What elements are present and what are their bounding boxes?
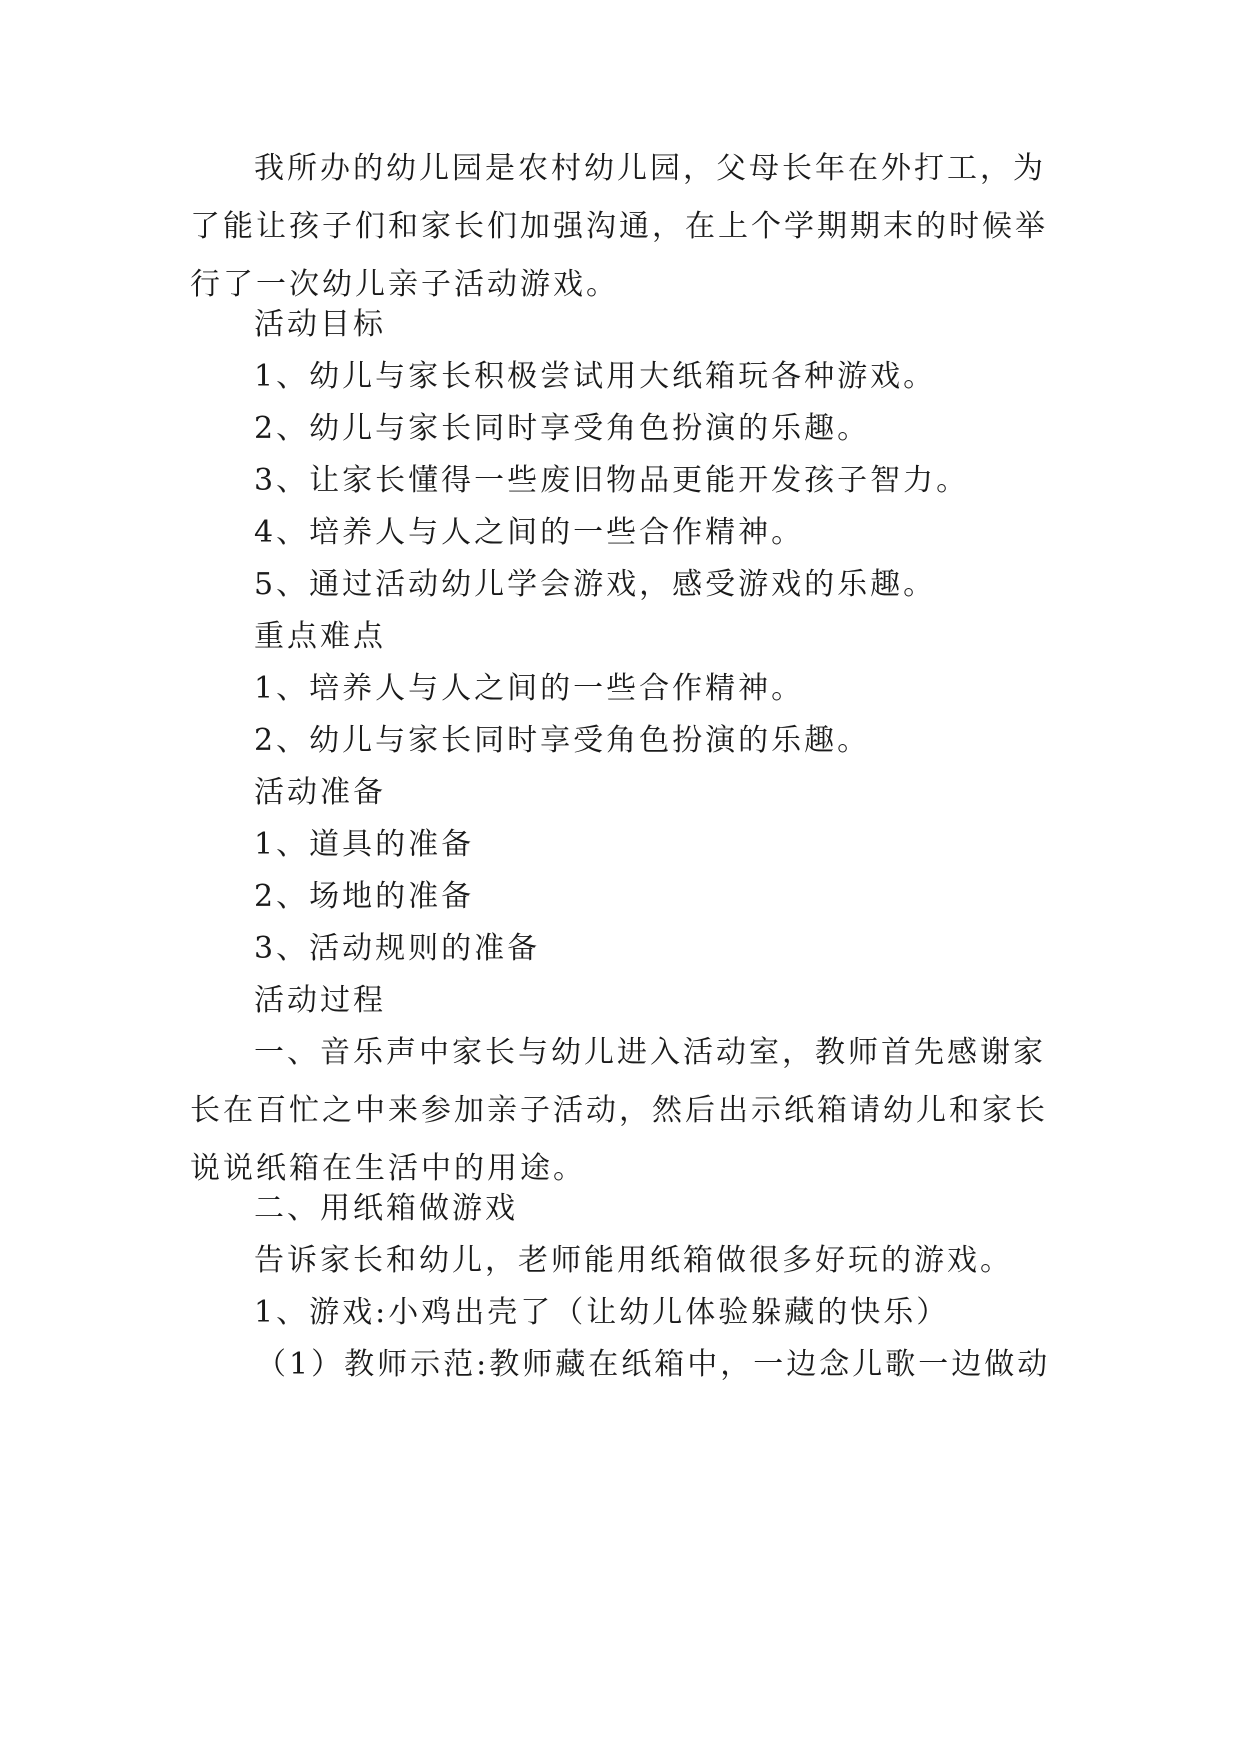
goal-item-4: 4、培养人与人之间的一些合作精神。 <box>254 515 805 550</box>
key-point-item-2: 2、幼儿与家长同时享受角色扮演的乐趣。 <box>254 723 871 758</box>
key-points-heading: 重点难点 <box>254 619 386 654</box>
prep-item-3: 3、活动规则的准备 <box>254 931 541 966</box>
goal-item-2: 2、幼儿与家长同时享受角色扮演的乐趣。 <box>254 411 871 446</box>
prep-item-2: 2、场地的准备 <box>254 879 475 914</box>
process-heading: 活动过程 <box>254 983 386 1018</box>
goal-item-5: 5、通过活动幼儿学会游戏，感受游戏的乐趣。 <box>254 567 937 602</box>
goal-item-1: 1、幼儿与家长积极尝试用大纸箱玩各种游戏。 <box>254 359 937 394</box>
prep-heading: 活动准备 <box>254 775 386 810</box>
process-step2-heading: 二、用纸箱做游戏 <box>254 1191 518 1226</box>
goal-item-3: 3、让家长懂得一些废旧物品更能开发孩子智力。 <box>254 463 970 498</box>
prep-item-1: 1、道具的准备 <box>254 827 475 862</box>
process-step2-intro: 告诉家长和幼儿，老师能用纸箱做很多好玩的游戏。 <box>254 1243 1013 1278</box>
process-step1-paragraph: 一、音乐声中家长与幼儿进入活动室，教师首先感谢家长在百忙之中来参加亲子活动，然后出示纸箱请幼儿和家长说说纸箱在生活中的用途。 <box>190 1035 1048 1186</box>
key-point-item-1: 1、培养人与人之间的一些合作精神。 <box>254 671 805 706</box>
intro-paragraph: 我所办的幼儿园是农村幼儿园，父母长年在外打工，为了能让孩子们和家长们加强沟通，在上个学期期末的时候举行了一次幼儿亲子活动游戏。 <box>190 151 1048 302</box>
game1-title: 1、游戏:小鸡出壳了（让幼儿体验躲藏的快乐） <box>254 1295 950 1330</box>
game1-step1: （1）教师示范:教师藏在纸箱中，一边念儿歌一边做动 <box>256 1347 1051 1382</box>
goals-heading: 活动目标 <box>254 307 386 342</box>
